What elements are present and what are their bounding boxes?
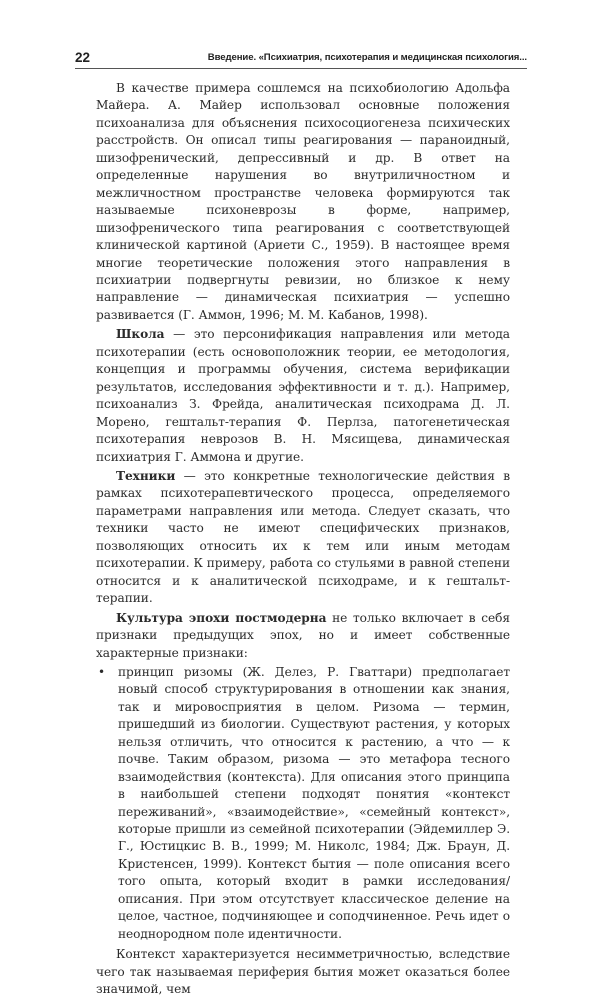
page-header [75, 52, 527, 69]
paragraph-text: Контекст характеризуется несимметричностью, вследствие чего так называемая периферия бытия может оказаться более значимой, чем [96, 947, 510, 997]
body-text [96, 80, 510, 1001]
paragraph-school [96, 326, 510, 466]
paragraph-techniques [96, 468, 510, 608]
bullet-text: принцип ризомы (Ж. Делез, Р. Гваттари) предполагает новый способ структурирования в отношении как знания, так и мировосприятия в целом. Ризома — термин, пришедший из биологии. Существуют растения, у которых нельзя отличить, что относится к растению, а что — к почве. Таким образом, ризома — это метафора тесного взаимодействия (контекста). Для описания этого принципа в наибольшей степени подходят понятия «контекст переживаний», «взаимодействие», «семейный контекст», которые пришли из семейной психотерапии (Эйдемиллер Э. Г., Юстицкис В. В., 1999; М. Николс, 1984; Дж. Браун, Д. Кристенсен, 1999). Контекст бытия — поле описания всего того опыта, который входит в рамки исследования/описания. При этом отсутствует классическое деление на целое, частное, подчиняющее и соподчиненное. Речь идет о неоднородном поле идентичности. [118, 664, 510, 941]
running-head: Введение. «Психиатрия, психотерапия и медицинская психология... [207, 52, 527, 63]
paragraph-text: — это конкретные технологические действия в рамках психотерапевтического процесса, определяемого параметрами направления или метода. Следует сказать, что техники часто не имеют специфических признаков, позволяющих относить их к тем или иным методам психотерапии. К примеру, работа со стульями в равной степени относится и к аналитической психодраме, и к гештальт-терапии. [96, 468, 510, 606]
term-school: Школа [116, 327, 165, 342]
term-postmodern-culture: Культура эпохи постмодерна [116, 610, 327, 625]
paragraph-text: не только включает в себя признаки предыдущих эпох, но и имеет собственные характерные признаки: [96, 610, 510, 660]
page-number: 22 [75, 50, 91, 65]
paragraph-context [96, 946, 510, 998]
paragraph-text: — это персонификация направления или метода психотерапии (есть основоположник теории, ее методология, концепция и программы обучения, система верификации результатов, исследования эффективности и т. д.). Например, психоанализ З. Фрейда, аналитическая психодрама Д. Л. Морено, гештальт-терапия Ф. Перлза, патогенетическая психотерапия неврозов В. Н. Мясищева, динамическая психиатрия Г. Аммона и другие. [96, 327, 510, 464]
paragraph-intro [96, 80, 510, 324]
term-techniques: Техники [116, 468, 176, 483]
bullet-icon: • [98, 664, 106, 679]
paragraph-postmodern [96, 610, 510, 662]
bullet-rhizome [96, 664, 510, 943]
paragraph-text: В качестве примера сошлемся на психобиологию Адольфа Майера. А. Майер использовал основные положения психоанализа для объяснения психосоциогенеза психических расстройств. Он описал типы реагирования — параноидный, шизофренический, депрессивный и др. В ответ на определенные нарушения во внутриличностном и межличностном пространстве человека формируются так называемые психоневрозы в форме, например, шизофренического типа реагирования с соответствующей клинической картиной (Ариети С., 1959). В настоящее время многие теоретические положения этого направления в психиатрии подвергнуты ревизии, но близкое к нему направление — динамическая психиатрия — успешно развивается (Г. Аммон, 1996; М. М. Кабанов, 1998). [96, 81, 510, 322]
